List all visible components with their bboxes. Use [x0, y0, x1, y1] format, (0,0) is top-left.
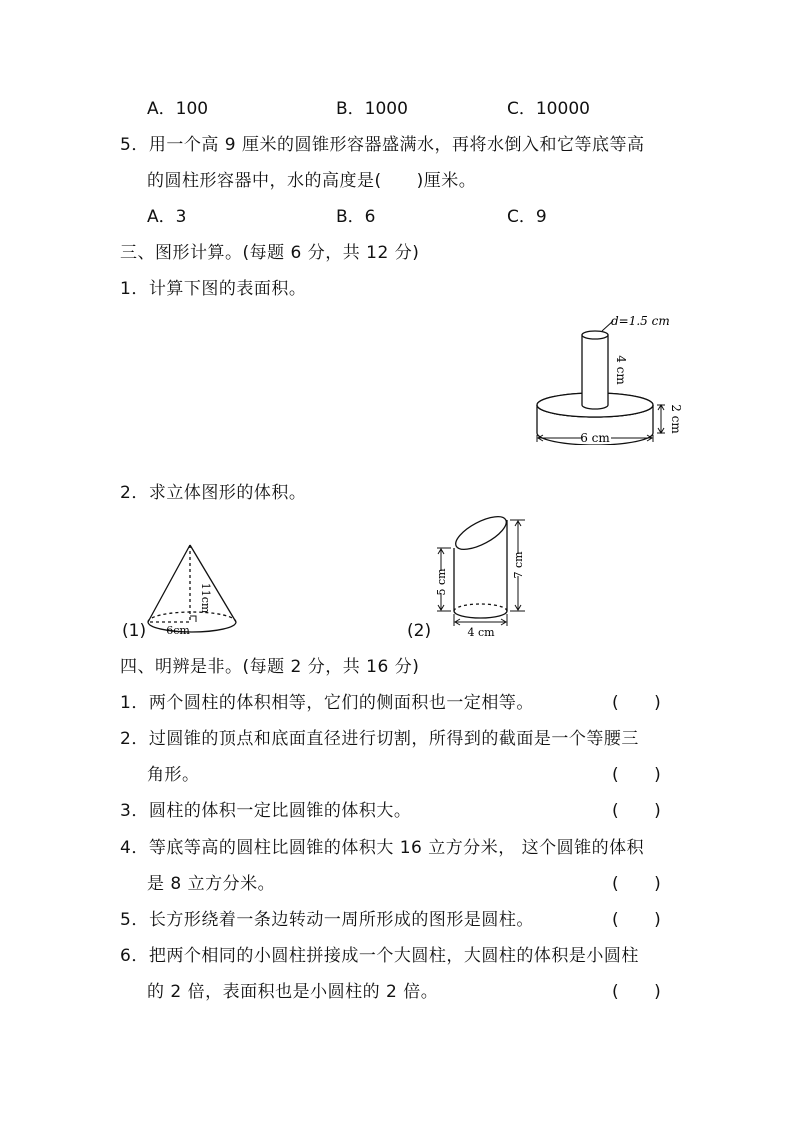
- section3-q1: 1．计算下图的表面积。: [120, 279, 307, 299]
- tf-item-2: 2．过圆锥的顶点和底面直径进行切割，所得到的截面是一个等腰三: [120, 729, 639, 749]
- tf-answer-2[interactable]: ( ): [612, 765, 662, 785]
- label-base-height: 2 cm: [669, 404, 683, 434]
- tf-item-4: 4．等底等高的圆柱比圆锥的体积大 16 立方分米， 这个圆锥的体积: [120, 838, 645, 858]
- figure-number-2: (2): [407, 621, 432, 641]
- slanted-cylinder-figure: [425, 508, 535, 640]
- tf-item-2-cont: 角形。: [147, 765, 200, 785]
- section4-heading: 四、明辨是非。(每题 2 分，共 16 分): [120, 657, 420, 677]
- q5-option-a: A．3: [147, 207, 187, 227]
- tf-item-3: 3．圆柱的体积一定比圆锥的体积大。: [120, 801, 412, 821]
- q4-option-c: C．10000: [507, 99, 590, 119]
- label-cone-height: 11cm: [199, 582, 212, 614]
- tf-answer-3[interactable]: ( ): [612, 801, 662, 821]
- label-cone-diameter: 6cm: [166, 624, 190, 637]
- label-short-height: 5 cm: [435, 568, 448, 596]
- tf-answer-5[interactable]: ( ): [612, 910, 662, 930]
- label-base-width: 6 cm: [580, 431, 610, 445]
- cone-figure: [140, 540, 250, 640]
- tf-answer-6[interactable]: ( ): [612, 982, 662, 1002]
- tf-item-6-cont: 的 2 倍，表面积也是小圆柱的 2 倍。: [147, 982, 439, 1002]
- tf-answer-1[interactable]: ( ): [612, 693, 662, 713]
- tf-item-4-cont: 是 8 立方分米。: [147, 874, 276, 894]
- label-long-height: 7 cm: [512, 551, 525, 579]
- q4-option-b: B．1000: [336, 99, 408, 119]
- q5-option-c: C．9: [507, 207, 547, 227]
- section3-heading: 三、图形计算。(每题 6 分，共 12 分): [120, 243, 420, 263]
- q4-option-a: A．100: [147, 99, 209, 119]
- tf-answer-4[interactable]: ( ): [612, 874, 662, 894]
- label-top-height: 4 cm: [614, 355, 628, 385]
- q5-text-line1: 5．用一个高 9 厘米的圆锥形容器盛满水，再将水倒入和它等底等高: [120, 135, 645, 155]
- tf-item-1: 1．两个圆柱的体积相等，它们的侧面积也一定相等。: [120, 693, 534, 713]
- q5-option-b: B．6: [336, 207, 376, 227]
- tf-item-5: 5．长方形绕着一条边转动一周所形成的图形是圆柱。: [120, 910, 534, 930]
- section3-q2: 2．求立体图形的体积。: [120, 483, 307, 503]
- q5-text-line2: 的圆柱形容器中，水的高度是( )厘米。: [147, 171, 477, 191]
- figure-number-1: (1): [122, 621, 147, 641]
- label-diameter: d=1.5 cm: [611, 314, 670, 328]
- surface-area-figure: [505, 305, 685, 445]
- label-diameter-2: 4 cm: [467, 626, 495, 639]
- tf-item-6: 6．把两个相同的小圆柱拼接成一个大圆柱，大圆柱的体积是小圆柱: [120, 946, 639, 966]
